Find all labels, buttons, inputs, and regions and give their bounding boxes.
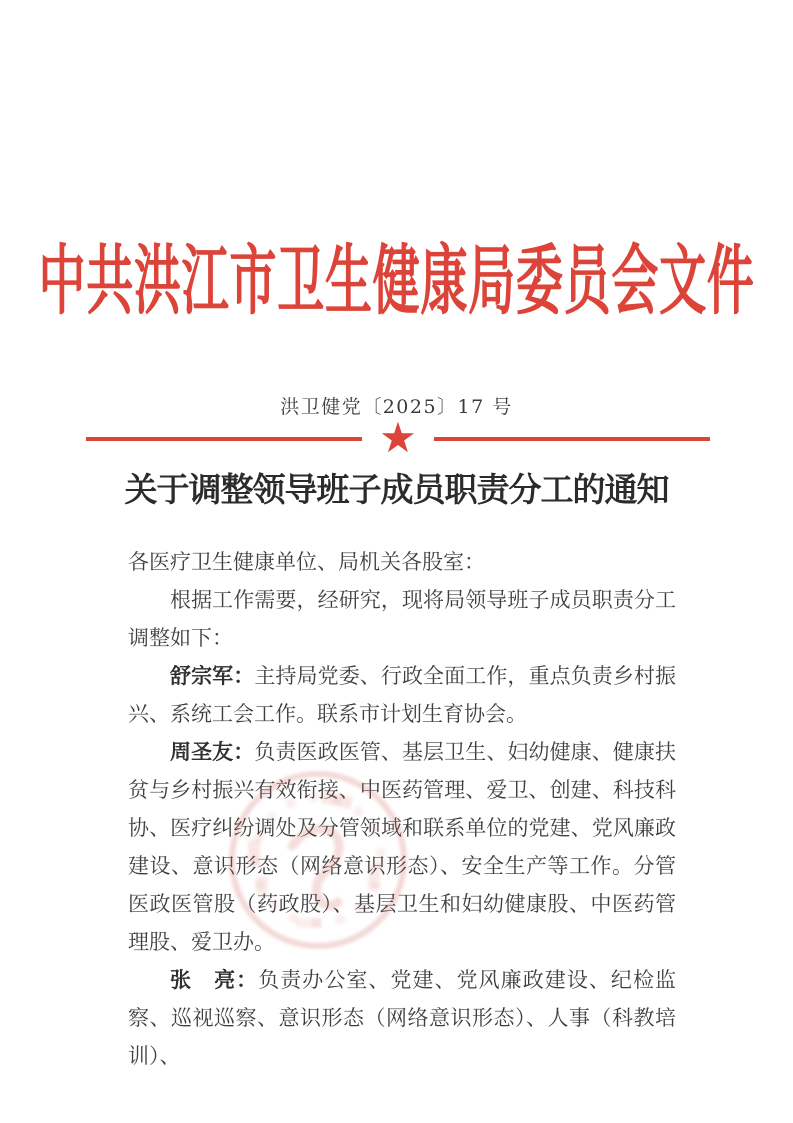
leader-name: 张 亮：: [170, 967, 259, 992]
letterhead-title: 中共洪江市卫生健康局委员会文件: [38, 236, 755, 325]
separator-line-right: [434, 437, 710, 441]
star-icon: ★: [379, 413, 417, 462]
red-separator: [86, 413, 710, 462]
separator-line-left: [86, 437, 362, 441]
paragraph-text: 负责医政医管、基层卫生、妇幼健康、健康扶贫与乡村振兴有效衔接、中医药管理、爱卫、创建、科技科协、医疗纠纷调处及分管领域和联系单位的党建、党风廉政建设、意识形态（网络意识形态）、安全生产等工作。分管医政医管股（药政股）、基层卫生和妇幼健康股、中医药管理股、爱卫办。: [128, 740, 677, 954]
leader-name: 周圣友：: [170, 739, 255, 764]
document-number: 洪卫健党〔2025〕17 号: [280, 396, 513, 418]
paragraph-text: 根据工作需要，经研究，现将局领导班子成员职责分工调整如下：: [128, 588, 676, 650]
paragraph-text: 主持局党委、行政全面工作，重点负责乡村振兴、系统工会工作。联系市计划生育协会。: [128, 664, 677, 726]
salutation: 各医疗卫生健康单位、局机关各股室：: [128, 550, 485, 574]
body-paragraph: [128, 733, 676, 961]
body-paragraph: [128, 961, 676, 1075]
document-body: [128, 543, 676, 1075]
paragraph-text: 负责办公室、党建、党风廉政建设、纪检监察、巡视巡察、意识形态（网络意识形态）、人事（科教培训）、: [128, 968, 677, 1068]
notice-title: 关于调整领导班子成员职责分工的通知: [124, 470, 669, 509]
letterhead: [0, 236, 793, 325]
body-paragraph: [128, 581, 676, 657]
leader-name: 舒宗军：: [170, 663, 255, 688]
body-paragraph: [128, 657, 676, 733]
